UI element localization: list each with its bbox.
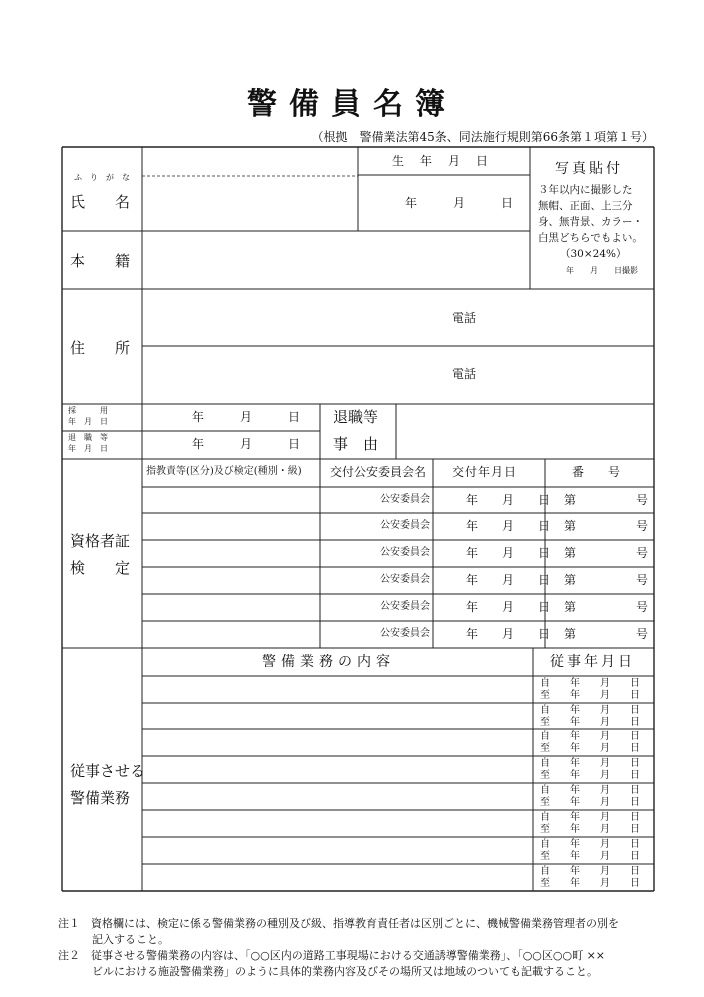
qual-commission: 公安委員会	[380, 547, 430, 558]
photo-note-line: 無帽、正面、上三分	[538, 200, 633, 212]
hire-date-label	[68, 407, 138, 426]
duties-section-label: 従事させる	[70, 762, 146, 780]
qual-commission: 公安委員会	[380, 574, 430, 585]
retire-reason-label: 事 由	[333, 435, 379, 453]
duty-to: 至 年 月 日	[540, 824, 640, 835]
qual-col-header-type: 指教責等(区分)及び検定(種別・級)	[146, 466, 302, 477]
retire-date-label	[68, 434, 138, 453]
photo-title: 写真貼付	[555, 161, 623, 177]
qual-commission: 公安委員会	[380, 494, 430, 505]
photo-note-line: 身、無背景、カラー・	[538, 216, 643, 228]
retire-label-top: 退 職 等	[68, 433, 108, 442]
qual-col-header-commission: 交付公安委員会名	[330, 465, 427, 479]
qual-number-prefix: 第	[564, 627, 577, 641]
qual-number-suffix: 号	[636, 573, 649, 587]
qual-issue-date: 年 月 日	[466, 519, 551, 533]
duty-from: 自 年 月 日	[540, 758, 640, 769]
qual-number-prefix: 第	[564, 493, 577, 507]
phone-label: 電話	[452, 367, 477, 381]
birth-date-value: 年 月 日	[405, 196, 514, 210]
qualification-section-label: 資格者証	[70, 532, 131, 550]
qual-number-prefix: 第	[564, 573, 577, 587]
retire-label-bottom: 年 月 日	[68, 444, 108, 453]
duties-content-header: 警備業務の内容	[262, 654, 395, 670]
footnotes	[58, 916, 678, 980]
name-label: 氏 名	[70, 193, 131, 211]
duty-to: 至 年 月 日	[540, 717, 640, 728]
qualification-section-label: 検 定	[70, 559, 131, 577]
duty-to: 至 年 月 日	[540, 797, 640, 808]
qual-number-suffix: 号	[636, 519, 649, 533]
qual-number-prefix: 第	[564, 546, 577, 560]
photo-note-line: ３年以内に撮影した	[538, 184, 633, 196]
furigana-label: ふ り が な	[74, 173, 130, 182]
note-2: 注２ 従事させる警備業務の内容は、「○○区内の道路工事現場における交通誘導警備業務」、「○○区○○町 ××	[58, 949, 606, 962]
duty-to: 至 年 月 日	[540, 690, 640, 701]
page-title: 警備員名簿	[247, 87, 457, 122]
retire-reason-label: 退職等	[333, 408, 379, 426]
duty-from: 自 年 月 日	[540, 866, 640, 877]
address-label: 住 所	[70, 339, 131, 357]
duty-to: 至 年 月 日	[540, 878, 640, 889]
duty-from: 自 年 月 日	[540, 839, 640, 850]
hire-label-top: 採 用	[68, 406, 108, 415]
qual-issue-date: 年 月 日	[466, 627, 551, 641]
qual-commission: 公安委員会	[380, 520, 430, 531]
qual-issue-date: 年 月 日	[466, 573, 551, 587]
hire-label-bottom: 年 月 日	[68, 417, 108, 426]
hire-date-value: 年 月 日	[192, 410, 301, 424]
note-1-cont: 記入すること。	[92, 933, 169, 946]
duties-section-label: 警備業務	[70, 789, 131, 807]
retire-date-value: 年 月 日	[192, 437, 301, 451]
photo-date-label: 年 月 日撮影	[566, 266, 638, 275]
qual-col-header-date: 交付年月日	[452, 465, 518, 479]
qual-issue-date: 年 月 日	[466, 546, 551, 560]
qual-col-header-number: 番 号	[572, 465, 621, 479]
note-1: 注１ 資格欄には、検定に係る警備業務の種別及び級、指導教育責任者は区別ごとに、機械警備業務管理者の別を	[58, 917, 619, 930]
qual-number-suffix: 号	[636, 600, 649, 614]
qual-number-suffix: 号	[636, 493, 649, 507]
qual-issue-date: 年 月 日	[466, 600, 551, 614]
honseki-label: 本 籍	[70, 252, 131, 270]
duty-to: 至 年 月 日	[540, 743, 640, 754]
note-2-cont: ビルにおける施設警備業務」のように具体的業務内容及びその場所又は地域のついても記載すること。	[92, 965, 598, 978]
birth-date-label: 生 年 月 日	[392, 154, 491, 168]
qual-commission: 公安委員会	[380, 601, 430, 612]
duty-from: 自 年 月 日	[540, 731, 640, 742]
photo-note-line: 白黒どちらでもよい。	[538, 232, 643, 244]
duty-from: 自 年 月 日	[540, 812, 640, 823]
photo-instructions	[538, 182, 653, 262]
duties-period-header: 従事年月日	[550, 654, 635, 670]
duty-from: 自 年 月 日	[540, 785, 640, 796]
qual-issue-date: 年 月 日	[466, 493, 551, 507]
qual-number-suffix: 号	[636, 627, 649, 641]
phone-label: 電話	[452, 311, 477, 325]
qual-number-prefix: 第	[564, 600, 577, 614]
duty-from: 自 年 月 日	[540, 678, 640, 689]
duty-to: 至 年 月 日	[540, 851, 640, 862]
legal-basis: （根拠 警備業法第45条、同法施行規則第66条第１項第１号）	[311, 130, 654, 144]
photo-note-line: （30×24%）	[560, 248, 627, 260]
duty-to: 至 年 月 日	[540, 770, 640, 781]
qual-commission: 公安委員会	[380, 628, 430, 639]
duty-from: 自 年 月 日	[540, 705, 640, 716]
qual-number-prefix: 第	[564, 519, 577, 533]
qual-number-suffix: 号	[636, 546, 649, 560]
